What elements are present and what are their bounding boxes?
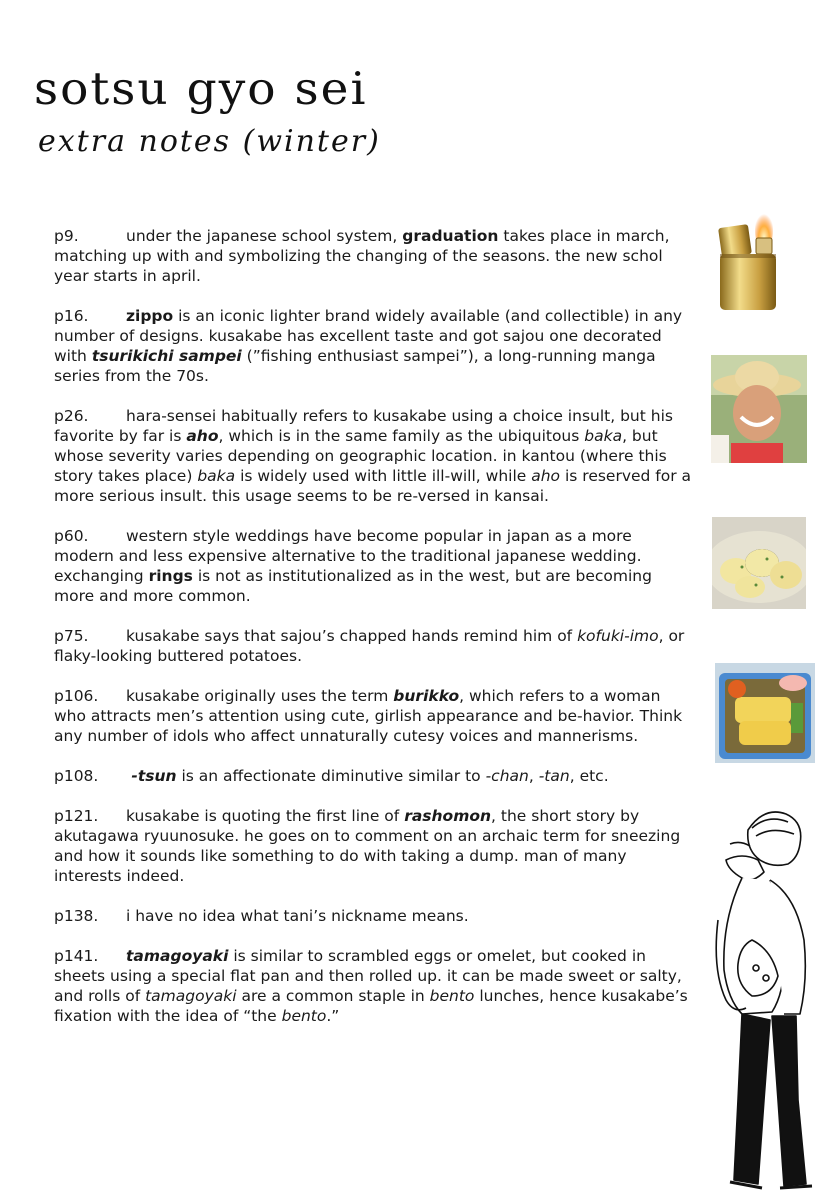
italic-term: baka: [584, 427, 623, 445]
italic-term: kofuki-imo: [577, 627, 659, 645]
note-text: [54, 527, 652, 605]
note-text-segment: kusakabe is quoting the first line of: [126, 807, 405, 825]
italic-term: baka: [197, 467, 236, 485]
note-text: [54, 307, 682, 385]
bold-italic-term: burikko: [393, 687, 460, 705]
note-text-segment: (”fishing enthusiast sampei”), a long-running manga series from the 70s.: [54, 347, 656, 385]
note-text-segment: kusakabe originally uses the term: [126, 687, 394, 705]
note-text-segment: is not as institutionalized as in the west, but are becoming more and more common.: [54, 567, 652, 605]
note-text: [126, 907, 469, 925]
note-text-segment: is reserved for a more serious insult. this usage seems to be re-versed in kansai.: [54, 467, 692, 505]
zippo-lighter-image: [712, 208, 792, 316]
note-p16: [54, 306, 694, 386]
bold-term: graduation: [402, 227, 499, 245]
note-text-segment: are a common staple in: [236, 987, 430, 1005]
note-page-number: p141.: [54, 947, 99, 965]
italic-term: -chan: [485, 767, 529, 785]
note-page-number: p121.: [54, 807, 99, 825]
note-p9: [54, 226, 694, 286]
note-page-number: p9.: [54, 227, 79, 245]
note-text-segment: , the short story by akutagawa ryuunosuke. he goes on to comment on an archaic term for sneezing and how it sounds like something to do with taking a dump. man of many interests indeed.: [54, 807, 681, 885]
bold-term: zippo: [126, 307, 174, 325]
note-text: [126, 767, 609, 785]
note-p26: [54, 406, 694, 506]
note-text-segment: i have no idea what tani’s nickname means.: [126, 907, 469, 925]
note-text-segment: under the japanese school system,: [126, 227, 403, 245]
italic-term: -tan: [538, 767, 570, 785]
bold-italic-term: aho: [186, 427, 219, 445]
notes-list: [54, 226, 694, 1046]
note-page-number: p106.: [54, 687, 99, 705]
note-p75: [54, 626, 694, 666]
bento-image: [715, 663, 815, 763]
note-text-segment: lunches, hence kusakabe’s fixation with the idea of “the: [54, 987, 688, 1025]
manga-character-drawing: [712, 800, 825, 1200]
note-page-number: p75.: [54, 627, 89, 645]
note-text-segment: ,: [528, 767, 539, 785]
note-page-number: p16.: [54, 307, 89, 325]
italic-term: aho: [531, 467, 561, 485]
note-text-segment: , but whose severity varies depending on geographic location. in kantou (where this story takes place): [54, 427, 667, 485]
note-text-segment: hara-sensei habitually refers to kusakabe using a choice insult, but his favorite by far is: [54, 407, 673, 445]
note-page-number: p138.: [54, 907, 99, 925]
note-text: [54, 807, 680, 885]
page-title: sotsu gyo sei: [34, 63, 368, 116]
note-text-segment: is similar to scrambled eggs or omelet, but cooked in sheets using a special flat pan and then rolled up. it can be made sweet or salty, and rolls of: [54, 947, 682, 1005]
note-p106: [54, 686, 694, 746]
note-text-segment: is an affectionate diminutive similar to: [176, 767, 486, 785]
note-text-segment: kusakabe says that sajou’s chapped hands remind him of: [126, 627, 578, 645]
note-text: [54, 687, 682, 745]
note-p60: [54, 526, 694, 606]
note-page-number: p26.: [54, 407, 89, 425]
note-text-segment: is widely used with little ill-will, while: [235, 467, 532, 485]
kofuki-imo-image: [712, 517, 806, 609]
note-text-segment: , etc.: [569, 767, 609, 785]
note-page-number: p60.: [54, 527, 89, 545]
bold-italic-term: -tsun: [126, 767, 177, 785]
bold-italic-term: tsurikichi sampei: [91, 347, 242, 365]
italic-term: bento: [429, 987, 475, 1005]
note-text-segment: is an iconic lighter brand widely available (and collectible) in any number of designs. kusakabe has excellent taste and got sajou one decorated with: [54, 307, 683, 365]
note-text-segment: , or flaky-looking buttered potatoes.: [54, 627, 685, 665]
bold-italic-term: rashomon: [404, 807, 492, 825]
note-text-segment: , which refers to a woman who attracts men’s attention using cute, girlish appearance and be-havior. Think any number of idols who affect unnaturally cutesy voices and mannerisms.: [54, 687, 683, 745]
note-page-number: p108.: [54, 767, 99, 785]
note-text-segment: , which is in the same family as the ubiquitous: [218, 427, 585, 445]
bold-italic-term: tamagoyaki: [126, 947, 229, 965]
note-p121: [54, 806, 694, 886]
note-text-segment: .”: [326, 1007, 340, 1025]
note-p141: [54, 946, 694, 1026]
note-text: [54, 947, 688, 1025]
page-subtitle: extra notes (winter): [38, 124, 381, 159]
italic-term: bento: [281, 1007, 327, 1025]
tsurikichi-sampei-image: [711, 355, 807, 463]
note-text-segment: western style weddings have become popular in japan as a more modern and less expensive alternative to the traditional japanese wedding. exchanging: [54, 527, 642, 585]
note-text: [54, 407, 691, 505]
note-text-segment: takes place in march, matching up with and symbolizing the changing of the seasons. the new schol year starts in april.: [54, 227, 670, 285]
note-text: [54, 627, 684, 665]
italic-term: tamagoyaki: [145, 987, 237, 1005]
note-p108: [54, 766, 694, 786]
note-p138: [54, 906, 694, 926]
bold-term: rings: [148, 567, 193, 585]
note-text: [54, 227, 670, 285]
